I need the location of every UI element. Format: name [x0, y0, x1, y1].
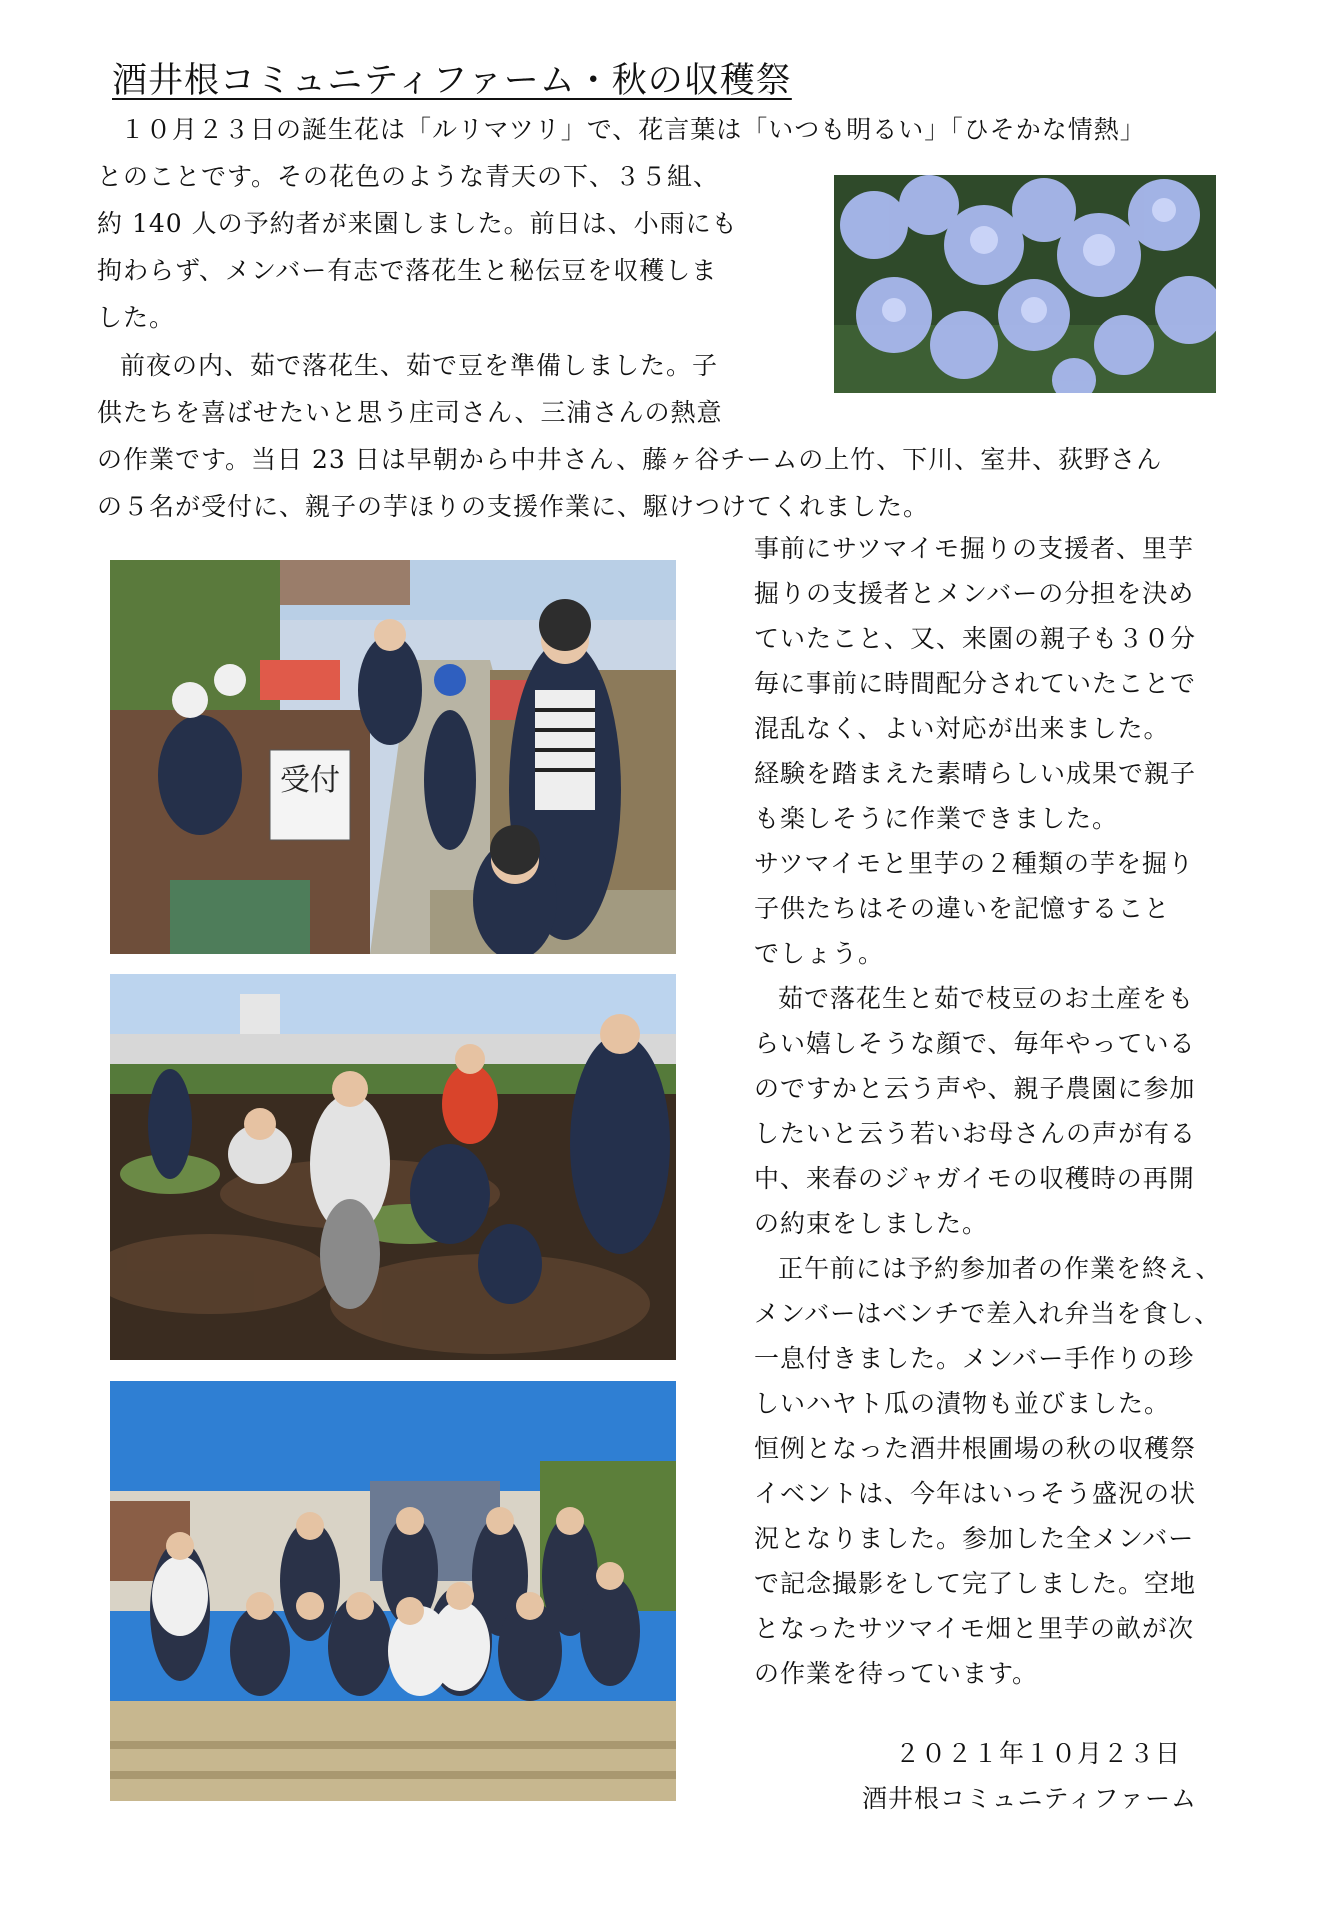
body-line: したいと云う若いお母さんの声が有る [754, 1119, 1197, 1148]
body-line: メンバーはベンチで差入れ弁当を食し、 [754, 1299, 1221, 1328]
intro-line: の作業です。当日 23 日は早朝から中井さん、藤ヶ谷チームの上竹、下川、室井、荻野さん [97, 445, 1163, 474]
body-line: しいハヤト瓜の漬物も並びました。 [754, 1389, 1171, 1418]
body-line: 況となりました。参加した全メンバー [754, 1524, 1195, 1553]
body-line: 茹で落花生と茹で枝豆のお土産をも [778, 984, 1195, 1013]
intro-line: の５名が受付に、親子の芋ほりの支援作業に、駆けつけてくれました。 [97, 492, 930, 521]
body-line: らい嬉しそうな顔で、毎年やっている [754, 1029, 1196, 1058]
body-line: の約束をしました。 [754, 1209, 989, 1238]
body-line: も楽しそうに作業できました。 [754, 804, 1119, 833]
group-photo [110, 1381, 676, 1801]
body-line: 一息付きました。メンバー手作りの珍 [754, 1344, 1195, 1373]
intro-line: した。 [97, 303, 176, 332]
organization-name: 酒井根コミュニティファーム [862, 1784, 1198, 1813]
date: ２０２１年１０月２３日 [895, 1739, 1182, 1768]
body-line: 恒例となった酒井根圃場の秋の収穫祭 [754, 1434, 1197, 1463]
body-line: のですかと云う声や、親子農園に参加 [754, 1074, 1196, 1103]
intro-line: とのことです。その花色のような青天の下、３５組、 [97, 162, 720, 191]
body-line: 掘りの支援者とメンバーの分担を決め [754, 579, 1195, 608]
reception-photo [110, 560, 676, 954]
digging-photo [110, 974, 676, 1360]
reception-sign: 受付 [280, 763, 340, 798]
body-line: で記念撮影をして完了しました。空地 [754, 1569, 1197, 1598]
body-line: 毎に事前に時間配分されていたことで [754, 669, 1197, 698]
body-line: の作業を待っています。 [754, 1659, 1039, 1688]
body-line: 混乱なく、よい対応が出来ました。 [754, 714, 1170, 743]
body-line: サツマイモと里芋の２種類の芋を掘り [754, 849, 1195, 878]
body-line: イベントは、今年はいっそう盛況の状 [754, 1479, 1197, 1508]
plumbago-flower-photo [834, 175, 1216, 393]
body-line: 子供たちはその違いを記憶すること [754, 894, 1171, 923]
body-line: 事前にサツマイモ掘りの支援者、里芋 [754, 534, 1195, 563]
body-line: となったサツマイモ畑と里芋の畝が次 [754, 1614, 1195, 1643]
intro-line: 拘わらず、メンバー有志で落花生と秘伝豆を収穫しま [97, 256, 718, 285]
page-title: 酒井根コミュニティファーム・秋の収穫祭 [112, 61, 792, 101]
intro-line: 約 140 人の予約者が来園しました。前日は、小雨にも [97, 209, 738, 238]
intro-line: 前夜の内、茹で落花生、茹で豆を準備しました。子 [120, 351, 719, 380]
intro-line: １０月２３日の誕生花は「ルリマツリ」で、花言葉は「いつも明るい」「ひそかな情熱」 [120, 115, 1146, 144]
body-line: ていたこと、又、来園の親子も３０分 [754, 624, 1197, 653]
body-line: 正午前には予約参加者の作業を終え、 [778, 1254, 1222, 1283]
intro-line: 供たちを喜ばせたいと思う庄司さん、三浦さんの熱意 [97, 398, 723, 427]
body-line: 経験を踏まえた素晴らしい成果で親子 [754, 759, 1197, 788]
body-line: でしょう。 [754, 939, 885, 968]
body-line: 中、来春のジャガイモの収穫時の再開 [754, 1164, 1195, 1193]
